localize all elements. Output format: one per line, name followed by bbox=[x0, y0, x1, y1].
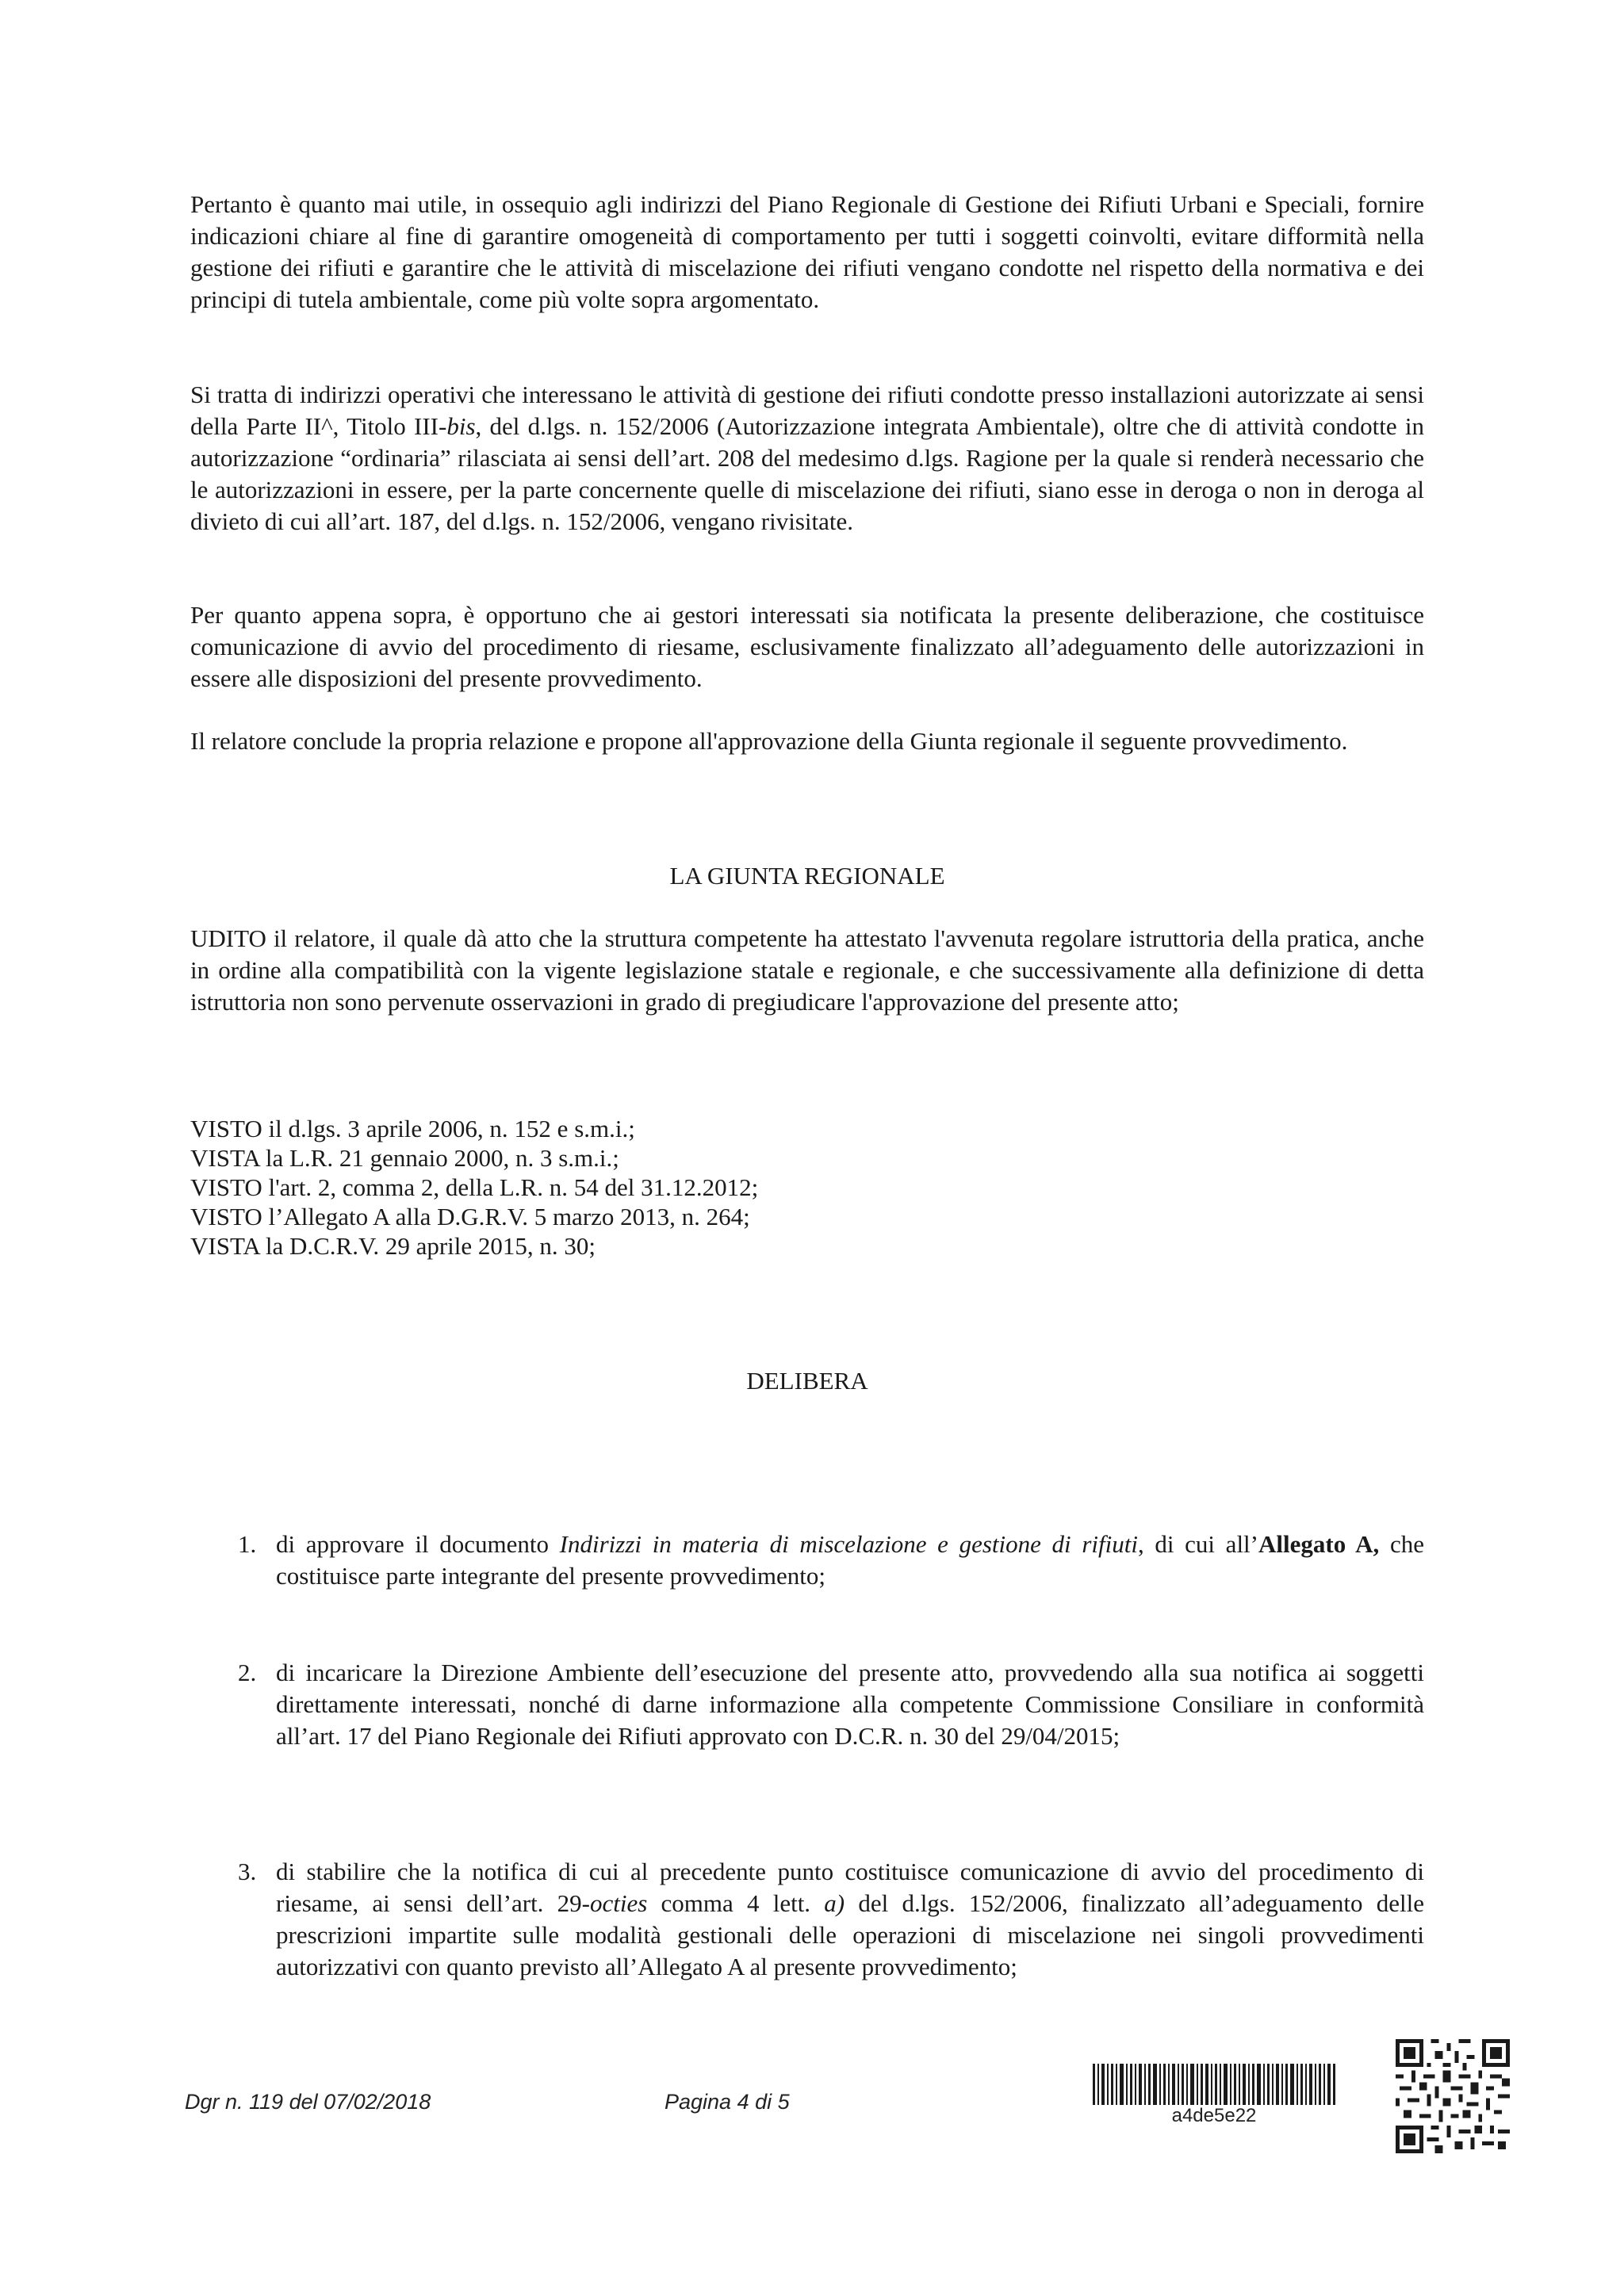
item-text: di incaricare la Direzione Ambiente dell’esecuzione del presente atto, provvedendo alla sua notifica ai soggetti direttamente interessati, nonché di darne informazione alla competente Commissione Consiliare in conformità all’art. 17 del Piano Regionale dei Rifiuti approvato con D.C.R. n. 30 del 29/04/2015; bbox=[276, 1659, 1424, 1750]
paragraph-notifica: Per quanto appena sopra, è opportuno che ai gestori interessati sia notificata la presente deliberazione, che costituisce comunicazione di avvio del procedimento di riesame, esclusivamente finalizzato all’adeguamento delle autorizzazioni in essere alle disposizioni del presente provvedimento. bbox=[190, 601, 1424, 692]
item1-text-e: che costituisce parte integrante del presente provvedimento; bbox=[276, 1530, 1424, 1590]
item3-text-e: del d.lgs. 152/2006, finalizzato all’adeguamento delle prescrizioni impartite sulle modalità gestionali delle operazioni di miscelazione nei singoli provvedimenti autorizzativi con quanto previsto all’Allegato A al presente provvedimento; bbox=[276, 1889, 1425, 1980]
item-number: 2. bbox=[238, 1659, 257, 1686]
item-text bbox=[276, 1529, 1424, 1592]
p2-text-a: Si tratta di indirizzi operativi che interessano le attività di gestione dei rifiuti condotte presso installazioni autorizzate ai sensi della Parte II^, Titolo III- bbox=[190, 381, 1424, 440]
footer-page-number: Pagina 4 di 5 bbox=[665, 2090, 790, 2114]
paragraph-relatore: Il relatore conclude la propria relazione e propone all'approvazione della Giunta regionale il seguente provvedimento. bbox=[190, 727, 1348, 755]
item-number: 1. bbox=[238, 1530, 257, 1558]
item1-allegato: Allegato A, bbox=[1258, 1530, 1380, 1558]
visto-item: VISTO il d.lgs. 3 aprile 2006, n. 152 e s.m.i.; bbox=[190, 1115, 635, 1142]
barcode-image bbox=[1093, 2064, 1335, 2105]
visto-item: VISTO l’Allegato A alla D.G.R.V. 5 marzo 2013, n. 264; bbox=[190, 1203, 750, 1230]
visto-list bbox=[190, 1114, 1424, 1261]
visto-item: VISTA la D.C.R.V. 29 aprile 2015, n. 30; bbox=[190, 1232, 596, 1260]
item-text bbox=[276, 1856, 1424, 1983]
p2-text-c: , del d.lgs. n. 152/2006 (Autorizzazione integrata Ambientale), oltre che di attività condotte in autorizzazione “ordinaria” rilasciata ai sensi dell’art. 208 del medesimo d.lgs. Ragione per la quale si renderà necessario che le autorizzazioni in essere, per la parte concernente quelle di miscelazione dei rifiuti, siano esse in deroga o non in deroga al divieto di cui all’art. 187, del d.lgs. n. 152/2006, vengano rivisitate. bbox=[190, 412, 1424, 535]
footer-dgr: Dgr n. 119 del 07/02/2018 bbox=[185, 2090, 431, 2114]
item3-text-c: comma 4 lett. bbox=[647, 1889, 825, 1917]
paragraph-pertanto: Pertanto è quanto mai utile, in ossequio agli indirizzi del Piano Regionale di Gestione dei Rifiuti Urbani e Speciali, fornire indicazioni chiare al fine di garantire omogeneità di comportamento per tutti i soggetti coinvolti, evitare difformità nella gestione dei rifiuti e garantire che le attività di miscelazione dei rifiuti vengano condotte nel rispetto della normativa e dei principi di tutela ambientale, come più volte sopra argomentato. bbox=[190, 190, 1424, 313]
qr-code-image bbox=[1396, 2039, 1510, 2153]
visto-item: VISTA la L.R. 21 gennaio 2000, n. 3 s.m.i.; bbox=[190, 1144, 619, 1172]
item3-lett-a: a) bbox=[824, 1889, 845, 1917]
item1-text-c: , di cui all’ bbox=[1137, 1530, 1258, 1558]
paragraph-udito: UDITO il relatore, il quale dà atto che la struttura competente ha attestato l'avvenuta regolare istruttoria della pratica, anche in ordine alla compatibilità con la vigente legislazione statale e regionale, e che successivamente alla definizione di detta istruttoria non sono pervenute osservazioni in grado di pregiudicare l'approvazione del presente atto; bbox=[190, 924, 1424, 1016]
item1-document-title: Indirizzi in materia di miscelazione e gestione di rifiuti bbox=[559, 1530, 1138, 1558]
heading-giunta-regionale: LA GIUNTA REGIONALE bbox=[669, 862, 945, 890]
p2-bis: bis bbox=[446, 412, 476, 440]
item3-octies: octies bbox=[589, 1889, 648, 1917]
item3-text-a: di stabilire che la notifica di cui al precedente punto costituisce comunicazione di avvio del procedimento di riesame, ai sensi dell’art. 29- bbox=[276, 1858, 1424, 1917]
visto-item: VISTO l'art. 2, comma 2, della L.R. n. 54 del 31.12.2012; bbox=[190, 1173, 759, 1201]
heading-delibera: DELIBERA bbox=[746, 1367, 868, 1395]
paragraph-indirizzi-operativi bbox=[190, 379, 1424, 538]
item1-text-a: di approvare il documento bbox=[276, 1530, 560, 1558]
item-number: 3. bbox=[238, 1858, 257, 1885]
barcode-code: a4de5e22 bbox=[1171, 2105, 1257, 2126]
